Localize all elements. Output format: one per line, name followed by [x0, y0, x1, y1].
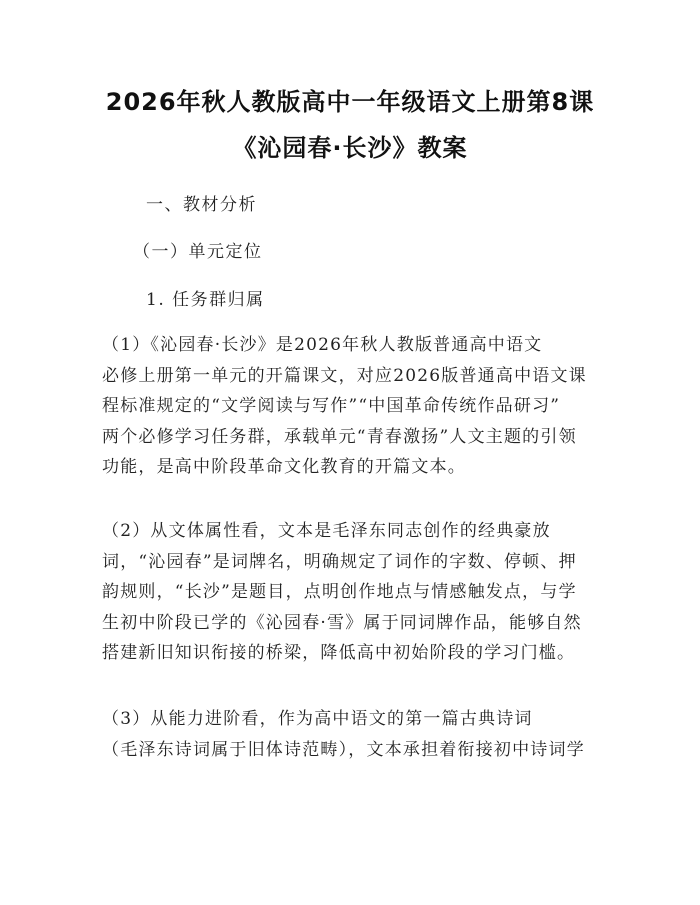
- section-heading-textbook-analysis: 一、教材分析: [146, 195, 257, 215]
- paragraph-1-line: 必修上册第一单元的开篇课文，对应2026版普通高中语文课: [102, 365, 587, 386]
- paragraph-3-line: （毛泽东诗词属于旧体诗范畴），文本承担着衔接初中诗词学: [102, 739, 585, 760]
- paragraph-2-line: 词，“沁园春”是词牌名，明确规定了词作的字数、停顿、押: [102, 551, 577, 572]
- paragraph-1-line: （1）《沁园春·长沙》是2026年秋人教版普通高中语文: [102, 335, 543, 355]
- paragraph-2-line: 搭建新旧知识衔接的桥梁，降低高中初始阶段的学习门槛。: [102, 643, 576, 663]
- paragraph-2-line: 韵规则，“长沙”是题目，点明创作地点与情感触发点，与学: [102, 582, 577, 602]
- document-title-line-1: 2026年秋人教版高中一年级语文上册第8课: [105, 88, 595, 116]
- paragraph-1-line: 程标准规定的“文学阅读与写作”“中国革命传统作品研习”: [102, 396, 561, 416]
- paragraph-2: [102, 516, 602, 669]
- document-title-line-2: 《沁园春·长沙》教案: [232, 134, 468, 162]
- paragraph-3-line: （3）从能力进阶看，作为高中语文的第一篇古典诗词: [102, 709, 533, 729]
- paragraph-2-line: （2）从文体属性看，文本是毛泽东同志创作的经典豪放: [102, 521, 551, 541]
- paragraph-2-line: 生初中阶段已学的《沁园春·雪》属于同词牌作品，能够自然: [102, 612, 582, 633]
- item-heading-task-group: 1. 任务群归属: [146, 290, 265, 310]
- paragraph-1-line: 功能，是高中阶段革命文化教育的开篇文本。: [102, 457, 466, 477]
- paragraph-1-line: 两个必修学习任务群，承载单元“青春激扬”人文主题的引领: [102, 426, 577, 447]
- paragraph-3: [102, 704, 602, 765]
- paragraph-1: [102, 330, 602, 483]
- subsection-heading-unit-positioning: （一）单元定位: [133, 242, 263, 262]
